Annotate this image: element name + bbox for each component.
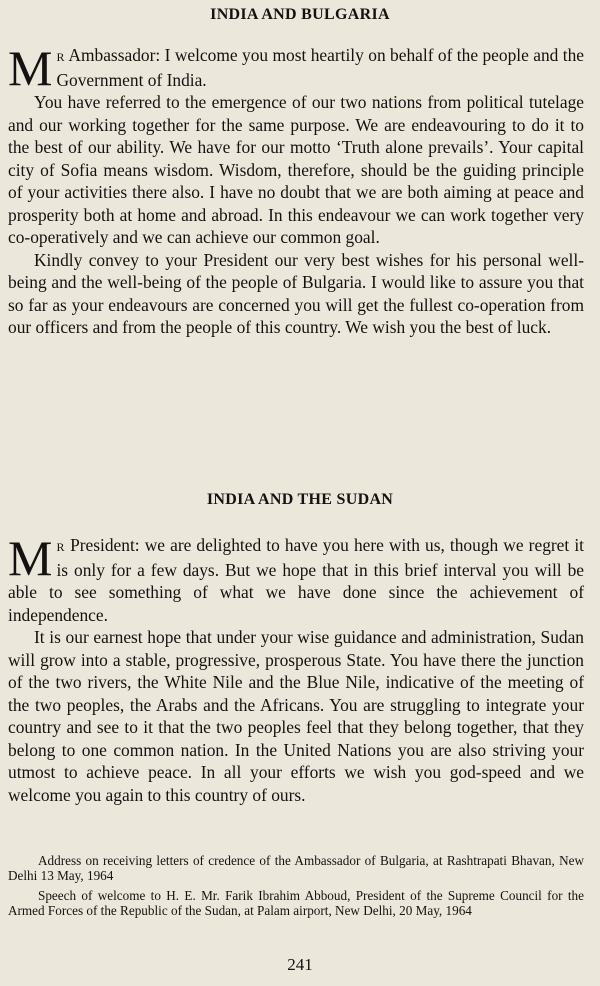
drop-cap: M xyxy=(8,530,53,586)
paragraph-1 xyxy=(8,40,584,96)
paragraph-2: It is our earnest hope that under your wise guidance and administration, Sudan will grow into a stable, progressive, prosperous State. You have there the junction of the two rivers, the White Nile and the Blue Nile, indicative of the meeting of the two peoples, the Arabs and the Africans. You are struggling to integrate your country and see to it that the two peoples feel that they belong together, that they belong to one common nation. In the United Nations you are also striving your utmost to achieve peace. In all your efforts we wish you god-speed and we welcome you again to this country of ours. xyxy=(8,627,584,805)
paragraph-1-text: President: we are delighted to have you here with us, though we regret it is only for a few days. But we hope that in this brief interval you will be able to see something of what we have done since the achievement of independence. xyxy=(8,535,584,625)
section-sudan xyxy=(8,530,584,806)
paragraph-2: You have referred to the emergence of our two nations from political tutelage and our working together for the same purpose. We are endeavouring to do it to the best of our ability. We have for our motto ‘Truth alone prevails’. Your capital city of Sofia means wisdom. Wisdom, therefore, should be the guiding principle of your activities there also. I have no doubt that we are both aiming at peace and prosperity both at home and abroad. In this endeavour we can work together very co-operatively and we can achieve our common goal. xyxy=(8,92,584,247)
section-title-sudan: INDIA AND THE SUDAN xyxy=(206,491,394,508)
small-cap: R xyxy=(56,540,65,554)
paragraph-1 xyxy=(8,530,584,626)
footnote-sudan: Speech of welcome to H. E. Mr. Farik Ibrahim Abboud, President of the Supreme Council for the Armed Forces of the Republic of the Sudan, at Palam airport, New Delhi, 20 May, 1964 xyxy=(8,887,584,919)
paragraph-1-text: Ambassador: I welcome you most heartily on behalf of the people and the Government of India. xyxy=(56,45,584,90)
footnote-bulgaria: Address on receiving letters of credence of the Ambassador of Bulgaria, at Rashtrapati Bhavan, New Delhi 13 May, 1964 xyxy=(8,853,584,884)
section-title-bulgaria: INDIA AND BULGARIA xyxy=(210,6,390,23)
small-cap: R xyxy=(56,50,65,64)
section-bulgaria xyxy=(8,40,584,339)
paragraph-3: Kindly convey to your President our very best wishes for his personal well-being and the well-being of the people of Bulgaria. I would like to assure you that so far as your endeavours are concerned you will get the fullest co-operation from our officers and from the people of this country. We wish you the best of luck. xyxy=(8,249,584,337)
page-number: 241 xyxy=(287,955,313,974)
footnotes xyxy=(8,853,584,923)
drop-cap: M xyxy=(8,40,53,96)
